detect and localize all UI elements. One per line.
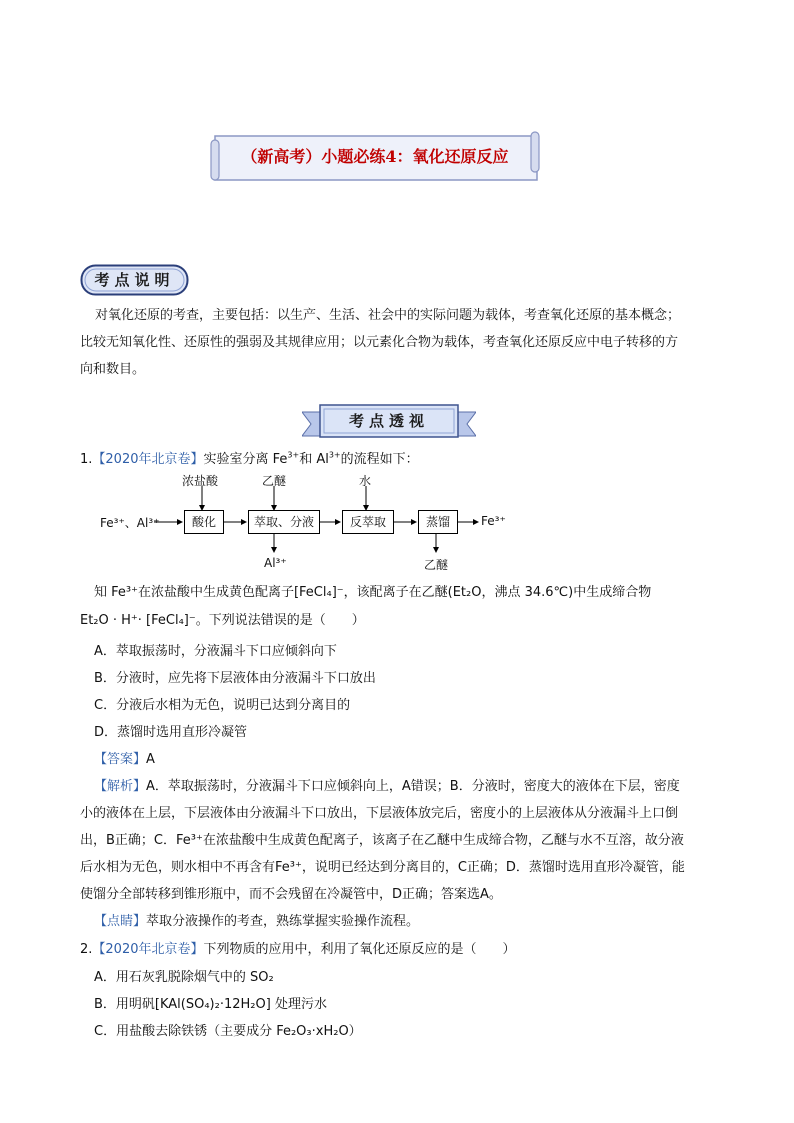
intro-paragraph [80,302,720,383]
badge-label: 考点说明 [94,271,175,289]
q2-stem [80,938,516,957]
comment-label: 【点睛】 [94,914,147,929]
process-flowchart [96,470,516,580]
flow-top-label-water: 水 [359,474,372,488]
intro-line-3: 向和数目。 [80,362,146,377]
answer-label: 【答案】 [94,752,147,767]
section-badge-exam-points [80,264,189,296]
q2-stem-text: 下列物质的应用中，利用了氧化还原反应的是（ ） [203,942,516,957]
flow-bottom-label-al: Al³⁺ [264,556,287,570]
q1-stem [80,448,419,467]
q1-sup1: 3+ [287,450,300,460]
q1-number: 1. [80,452,93,467]
page-title: （新高考）小题必练4：氧化还原反应 [241,147,509,166]
q1-option-b: B．分液时，应先将下层液体由分液漏斗下口放出 [94,671,376,686]
q1-desc-line-2: Et₂O · H⁺· [FeCl₄]⁻。下列说法错误的是（ ） [80,613,365,628]
flow-step-acidify: 酸化 [184,510,224,534]
answer-value: A [146,752,155,767]
q2-source: 【2020年北京卷】 [92,942,204,957]
badge-label: 考点透视 [348,412,429,430]
q2-option-a: A．用石灰乳脱除烟气中的 SO₂ [94,970,274,985]
flow-output-label: Fe³⁺ [481,514,506,528]
flow-bottom-label-ether: 乙醚 [424,558,449,572]
q1-stem-c: 的流程如下： [340,452,419,467]
q2-option-b: B．用明矾[KAl(SO₄)₂·12H₂O] 处理污水 [94,997,327,1012]
q1-analysis-line-5: 使馏分全部转移到锥形瓶中，而不会残留在冷凝管中，D正确；答案选A。 [80,887,502,902]
q1-analysis-line-2: 小的液体在上层，下层液体由分液漏斗下口放出，下层液体放完后，密度小的上层液体从分液漏斗上口倒 [80,806,679,821]
q1-source: 【2020年北京卷】 [92,452,204,467]
q1-stem-b: 和 Al [299,452,329,467]
q1-desc-line-1: 知 Fe³⁺在浓盐酸中生成黄色配离子[FeCl₄]⁻，该配离子在乙醚(Et₂O，沸点 34.6℃)中生成缔合物 [94,585,652,600]
q1-analysis-line-3: 出，B正确；C．Fe³⁺在浓盐酸中生成黄色配离子，该离子在乙醚中生成缔合物，乙醚与水不互溶，故分液 [80,833,684,848]
q1-comment [94,910,419,929]
q2-number: 2. [80,942,93,957]
section-badge-perspective [302,402,476,442]
flow-top-label-hcl: 浓盐酸 [182,474,219,488]
analysis-text-1: A．萃取振荡时，分液漏斗下口应倾斜向上，A错误；B．分液时，密度大的液体在下层，密度 [146,779,680,794]
q1-option-d: D．蒸馏时选用直形冷凝管 [94,725,248,740]
flow-step-distill: 蒸馏 [418,510,458,534]
q1-answer [94,748,155,767]
flow-top-label-ether: 乙醚 [262,474,287,488]
q1-analysis-line-1 [94,775,680,794]
flow-input-label: Fe³⁺、Al³⁺ [100,516,160,530]
q1-analysis-line-4: 后水相为无色，则水相中不再含有Fe³⁺，说明已经达到分离目的，C正确；D．蒸馏时选用直形冷凝管，能 [80,860,685,875]
analysis-label: 【解析】 [94,779,147,794]
q1-option-c: C．分液后水相为无色，说明已达到分离目的 [94,698,351,713]
q2-option-c: C．用盐酸去除铁锈（主要成分 Fe₂O₃·xH₂O） [94,1024,362,1039]
intro-line-2: 比较无知氧化性、还原性的强弱及其规律应用；以元素化合物为载体，考查氧化还原反应中电子转移的方 [80,335,679,350]
title-scroll [209,130,541,184]
q1-stem-a: 实验室分离 Fe [203,452,288,467]
flow-step-extract: 萃取、分液 [248,510,320,534]
flow-step-back-extract: 反萃取 [342,510,394,534]
q1-sup2: 3+ [328,450,341,460]
intro-line-1: 对氧化还原的考查，主要包括：以生产、生活、社会中的实际问题为载体，考查氧化还原的基本概念； [95,308,681,323]
comment-text: 萃取分液操作的考查，熟练掌握实验操作流程。 [146,914,420,929]
q1-option-a: A．萃取振荡时，分液漏斗下口应倾斜向下 [94,644,337,659]
